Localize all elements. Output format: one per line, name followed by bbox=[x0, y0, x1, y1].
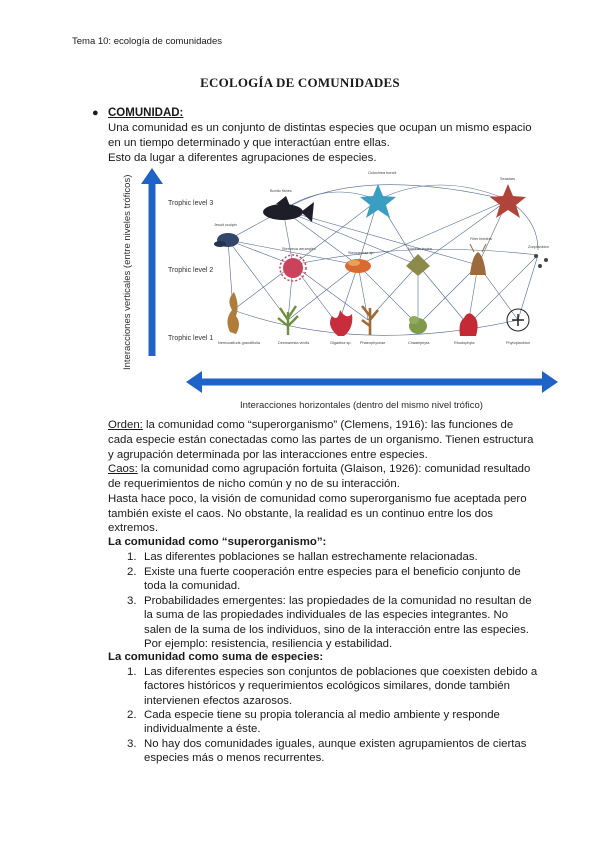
species-label: Zooplankton bbox=[528, 245, 549, 249]
list-item: factores históricos y requerimientos ecológicos similares, donde también bbox=[144, 680, 510, 692]
species-label: Jesuit sculpin bbox=[214, 223, 237, 227]
sea-slug-icon bbox=[345, 259, 371, 273]
horizontal-axis-arrow bbox=[186, 371, 558, 393]
filter-feeder-icon bbox=[470, 244, 486, 275]
trophic-level-label: Trophic level 1 bbox=[168, 335, 214, 342]
list-item: individualmente a éste. bbox=[144, 723, 261, 735]
conclusion-line: también existe el caos. No obstante, la realidad es un continuo entre los dos bbox=[108, 508, 493, 520]
list-item: salen de la suma de los individuos, sino de la interacción entre las especies. bbox=[144, 624, 529, 636]
list-item: toda la comunidad. bbox=[144, 580, 241, 592]
orden-line: y agrupación determinada por las interacciones entre especies. bbox=[108, 449, 428, 461]
list-number: 3. bbox=[127, 595, 137, 607]
species-label: Nereocatturis grandiflolia bbox=[218, 341, 260, 345]
list-item: Existe una fuerte cooperación entre especies para el beneficio conjunto de bbox=[144, 566, 521, 578]
species-label: Phaeophyceae bbox=[360, 341, 386, 345]
conclusion-line: extremos. bbox=[108, 522, 159, 534]
section-heading: COMUNIDAD: bbox=[108, 107, 184, 119]
list-number: 1. bbox=[127, 551, 137, 563]
orden-line: cada especie están conectadas como las partes de un organismo. Tienen estructura bbox=[108, 434, 534, 446]
intro-line: en un tiempo determinado y que interactúan entre ellas. bbox=[108, 137, 390, 149]
species-label: Gigartina sp. bbox=[330, 341, 352, 345]
list-item: Probabilidades emergentes: las propiedades de la comunidad no resultan de bbox=[144, 595, 532, 607]
green-algae-icon bbox=[278, 306, 298, 335]
phaeophyceae-icon bbox=[362, 306, 378, 335]
vertical-axis-label: Interacciones verticales (entre niveles tróficos) bbox=[122, 174, 133, 370]
orden-text: la comunidad como “superorganismo” (Clemens, 1916): las funciones de bbox=[142, 419, 514, 431]
list-item: intervienen efectos azarosos. bbox=[144, 695, 293, 707]
trophic-level-label: Trophic level 3 bbox=[168, 200, 214, 207]
list-item: Por ejemplo: resistencia, resiliencia y estabilidad. bbox=[144, 638, 393, 650]
caos-paragraph bbox=[108, 462, 530, 477]
document-title: ECOLOGÍA DE COMUNIDADES bbox=[200, 75, 400, 90]
page-header-note: Tema 10: ecología de comunidades bbox=[72, 36, 222, 47]
rhodophyta-icon bbox=[460, 313, 478, 336]
species-label: Stenogoriae sp. bbox=[348, 251, 375, 255]
species-label: Rhodophyta bbox=[454, 341, 475, 345]
bullet-icon: ● bbox=[92, 107, 99, 119]
fish-icon bbox=[263, 196, 314, 222]
list-number: 3. bbox=[127, 738, 137, 750]
list-item: especies más o menos recurrentes. bbox=[144, 752, 325, 764]
caos-label: Caos: bbox=[108, 463, 138, 475]
horizontal-axis-label: Interacciones horizontales (dentro del mismo nivel trófico) bbox=[240, 400, 483, 411]
species-label: Seastars bbox=[500, 177, 515, 181]
species-label: Filler feeders bbox=[470, 237, 492, 241]
list-number: 2. bbox=[127, 566, 137, 578]
species-label: Chaaelphyta bbox=[408, 341, 430, 345]
phytoplankton-icon bbox=[507, 309, 529, 331]
blue-seastar-icon bbox=[360, 184, 396, 218]
nucella-icon bbox=[406, 254, 430, 276]
species-label: Bonito fishes bbox=[270, 189, 292, 193]
list-item: Las diferentes especies son conjuntos de poblaciones que coexisten debido a bbox=[144, 666, 538, 678]
orden-label: Orden: bbox=[108, 419, 143, 431]
superorganismo-heading: La comunidad como “superorganismo”: bbox=[108, 536, 327, 548]
list-number: 1. bbox=[127, 666, 137, 678]
caos-text: la comunidad como agrupación fortuita (Glaison, 1926): comunidad resultado bbox=[137, 463, 531, 475]
species-label: Nucella lepiea bbox=[408, 247, 432, 251]
red-algae-gigartina-icon bbox=[330, 310, 352, 336]
list-number: 2. bbox=[127, 709, 137, 721]
list-item: la suma de las propiedades individuales de las especies integrantes. No bbox=[144, 609, 509, 621]
list-item: Las diferentes poblaciones se hallan estrechamente relacionadas. bbox=[144, 551, 478, 563]
trophic-level-label: Trophic level 2 bbox=[168, 267, 214, 274]
species-label: Octocinea boneii bbox=[368, 171, 397, 175]
kelp-icon bbox=[227, 292, 239, 334]
intro-line: Esto da lugar a diferentes agrupaciones de especies. bbox=[108, 152, 377, 164]
orden-paragraph bbox=[108, 418, 513, 433]
conclusion-line: Hasta hace poco, la visión de comunidad como superorganismo fue aceptada pero bbox=[108, 493, 527, 505]
caos-line: de requerimientos de nicho común y no de su interacción. bbox=[108, 478, 400, 490]
species-label: Phytoplankton bbox=[506, 341, 531, 345]
sculpin-icon bbox=[214, 233, 239, 247]
species-label: Stenoeca aerangleo bbox=[282, 247, 316, 251]
vertical-axis-arrow bbox=[141, 168, 163, 356]
suma-heading: La comunidad como suma de especies: bbox=[108, 651, 324, 663]
red-seastar-icon bbox=[490, 184, 526, 218]
list-item: Cada especie tiene su propia tolerancia al medio ambiente y responde bbox=[144, 709, 500, 721]
food-web-diagram bbox=[108, 160, 560, 412]
list-item: No hay dos comunidades iguales, aunque existen agrupamientos de ciertas bbox=[144, 738, 527, 750]
intro-line: Una comunidad es un conjunto de distintas especies que ocupan un mismo espacio bbox=[108, 122, 532, 134]
species-label: Desmaresta viridis bbox=[278, 341, 310, 345]
